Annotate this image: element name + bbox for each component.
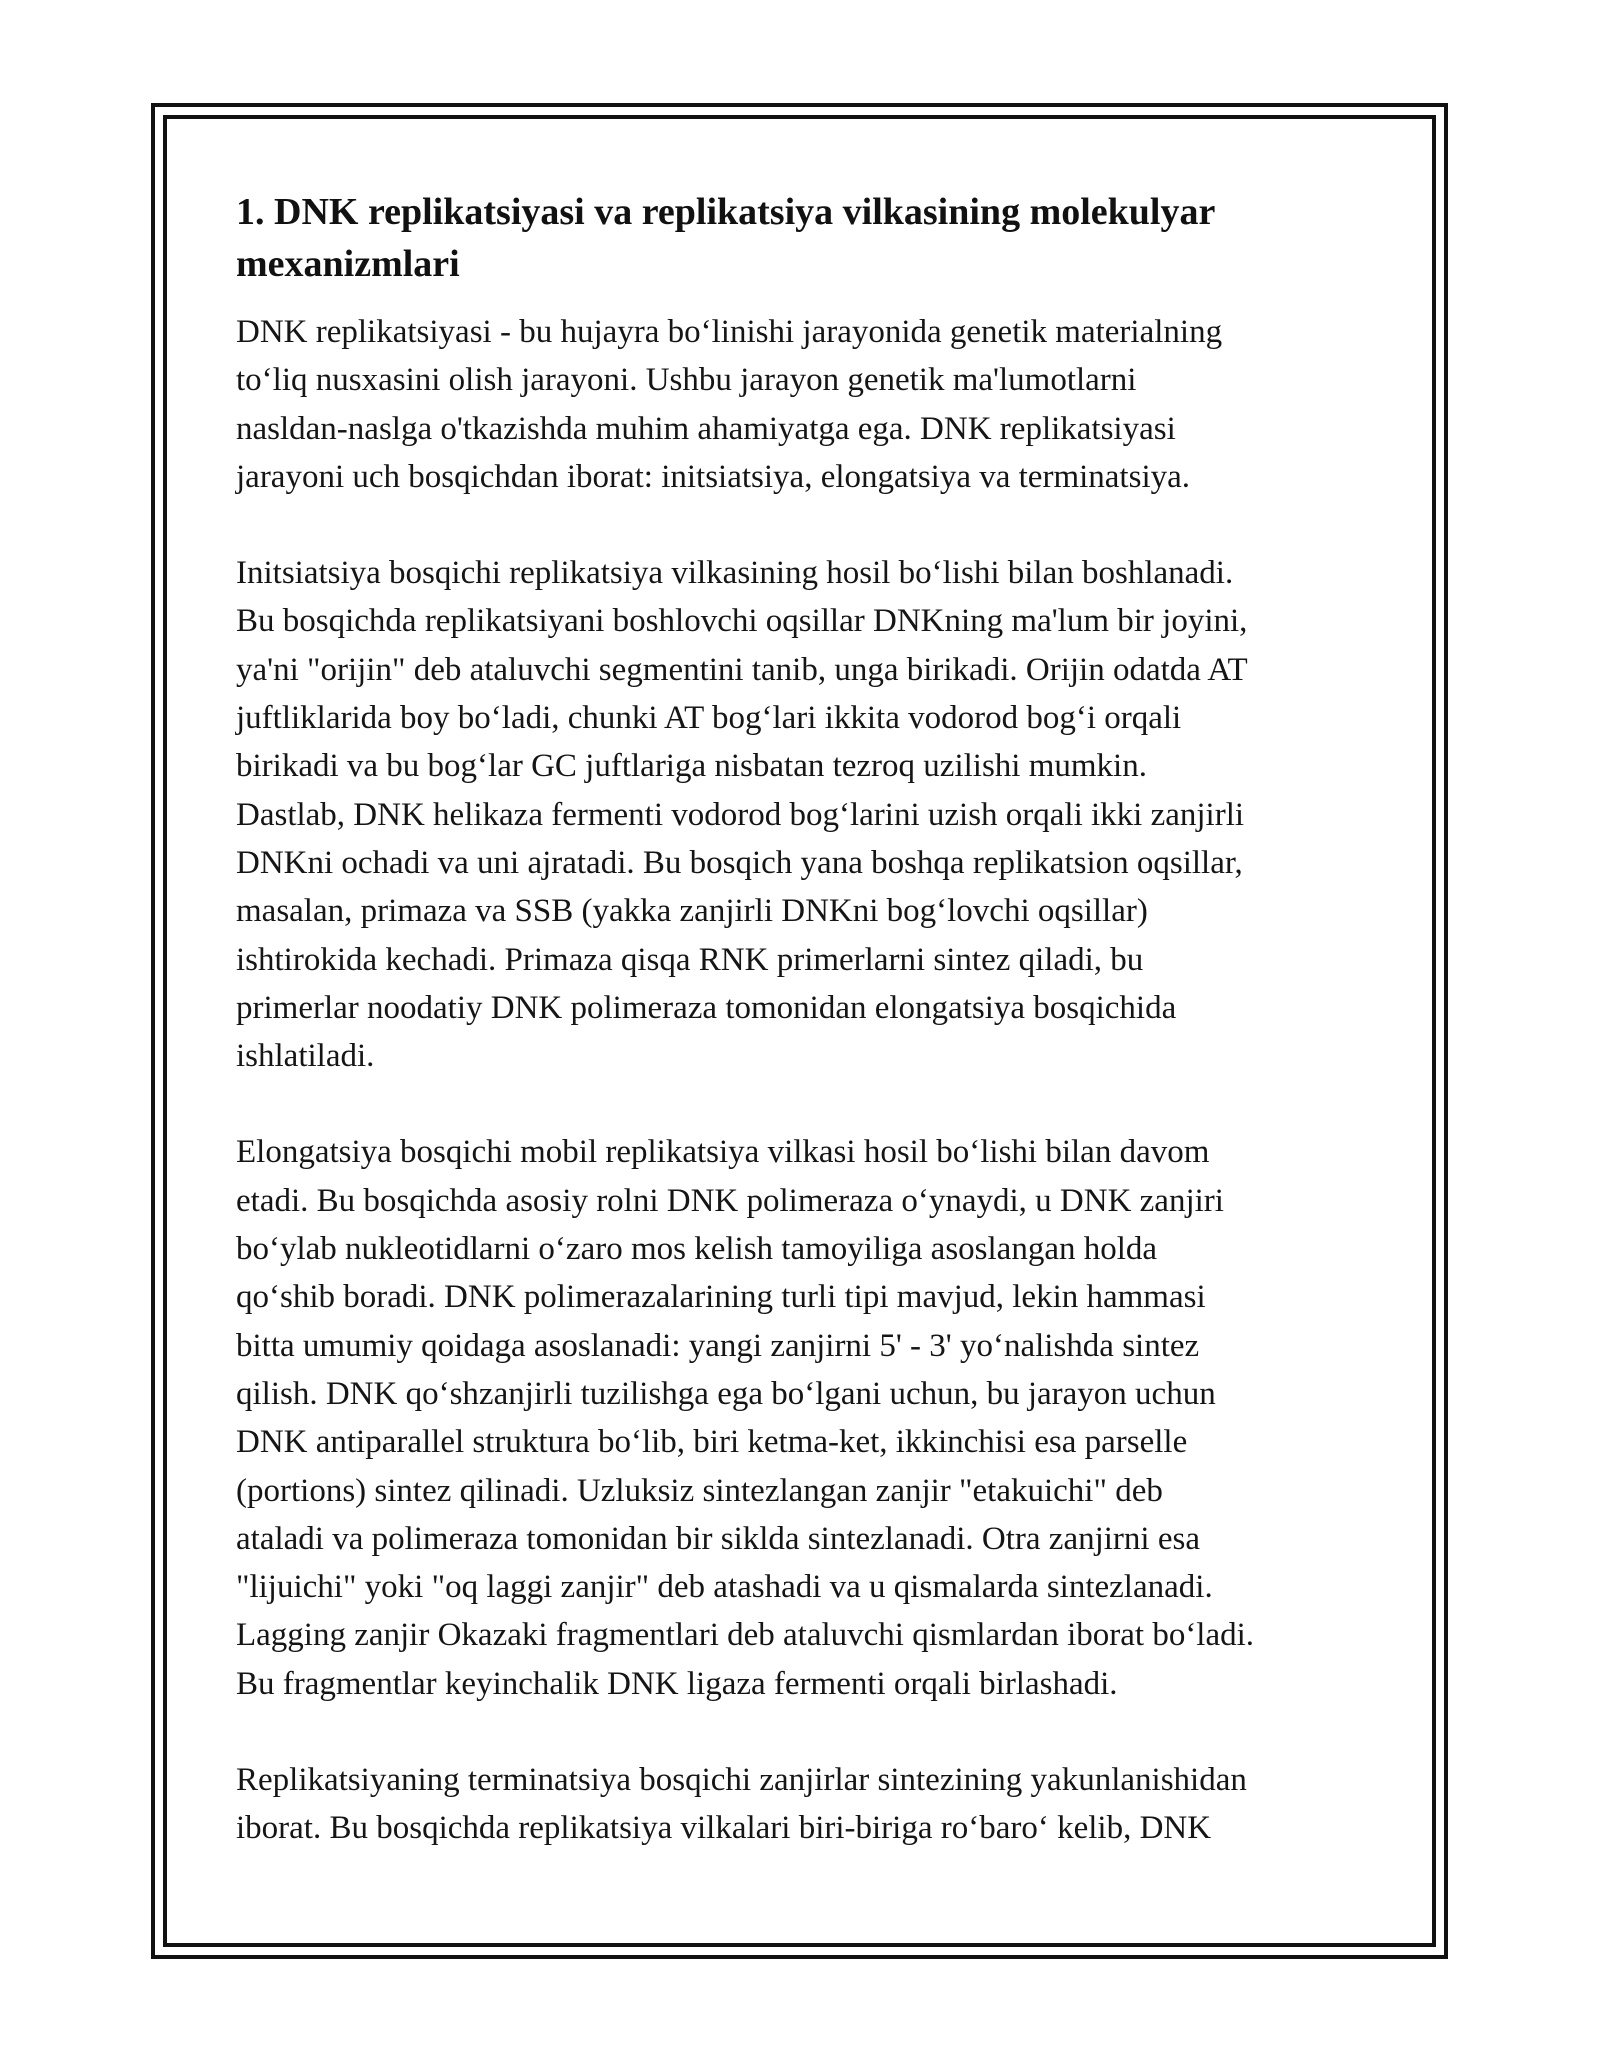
text-line: ishtirokida kechadi. Primaza qisqa RNK primerlarni sintez qiladi, bu bbox=[236, 941, 1144, 978]
paragraph-intro bbox=[236, 308, 1376, 501]
paragraph-termination bbox=[236, 1756, 1376, 1853]
text-line: etadi. Bu bosqichda asosiy rolni DNK polimeraza o‘ynaydi, u DNK zanjiri bbox=[236, 1182, 1224, 1219]
text-line: DNK antiparallel struktura bo‘lib, biri ketma-ket, ikkinchisi esa parselle bbox=[236, 1424, 1188, 1461]
text-line: nasldan-naslga o'tkazishda muhim ahamiyatga ega. DNK replikatsiyasi bbox=[236, 410, 1176, 447]
text-line: bo‘ylab nukleotidlarni o‘zaro mos kelish tamoyiliga asoslangan holda bbox=[236, 1231, 1158, 1268]
text-line: birikadi va bu bog‘lar GC juftlariga nisbatan tezroq uzilishi mumkin. bbox=[236, 748, 1147, 785]
text-line: to‘liq nusxasini olish jarayoni. Ushbu jarayon genetik ma'lumotlarni bbox=[236, 362, 1137, 399]
text-line: masalan, primaza va SSB (yakka zanjirli DNKni bog‘lovchi oqsillar) bbox=[236, 893, 1148, 930]
text-line: primerlar noodatiy DNK polimeraza tomonidan elongatsiya bosqichida bbox=[236, 989, 1177, 1026]
text-line: Bu fragmentlar keyinchalik DNK ligaza fermenti orqali birlashadi. bbox=[236, 1665, 1118, 1702]
text-line: Replikatsiyaning terminatsiya bosqichi zanjirlar sintezining yakunlanishidan bbox=[236, 1762, 1247, 1799]
text-line: Dastlab, DNK helikaza fermenti vodorod bog‘larini uzish orqali ikki zanjirli bbox=[236, 796, 1245, 833]
text-line: jarayoni uch bosqichdan iborat: initsiatsiya, elongatsiya va terminatsiya. bbox=[236, 458, 1191, 495]
text-line: qilish. DNK qo‘shzanjirli tuzilishga ega bo‘lgani uchun, bu jarayon uchun bbox=[236, 1375, 1216, 1412]
text-line: DNK replikatsiyasi - bu hujayra bo‘linishi jarayonida genetik materialning bbox=[236, 314, 1223, 350]
text-line: ya'ni "orijin" deb ataluvchi segmentini tanib, unga birikadi. Orijin odatda AT bbox=[236, 651, 1248, 688]
text-line: Lagging zanjir Okazaki fragmentlari deb ataluvchi qismlardan iborat bo‘ladi. bbox=[236, 1617, 1255, 1654]
text-line: (portions) sintez qilinadi. Uzluksiz sintezlangan zanjir "etakuichi" deb bbox=[236, 1472, 1163, 1509]
text-line: ataladi va polimeraza tomonidan bir siklda sintezlanadi. Otra zanjirni esa bbox=[236, 1520, 1200, 1557]
text-line: Initsiatsiya bosqichi replikatsiya vilkasining hosil bo‘lishi bilan boshlanadi. bbox=[236, 555, 1234, 592]
document-body bbox=[236, 186, 1376, 1901]
heading-line: mexanizmlari bbox=[236, 243, 460, 285]
text-line: Bu bosqichda replikatsiyani boshlovchi oqsillar DNKning ma'lum bir joyini, bbox=[236, 603, 1248, 640]
text-line: bitta umumiy qoidaga asoslanadi: yangi zanjirni 5' - 3' yo‘nalishda sintez bbox=[236, 1327, 1200, 1364]
text-line: Elongatsiya bosqichi mobil replikatsiya vilkasi hosil bo‘lishi bilan davom bbox=[236, 1134, 1210, 1171]
paragraph-initiation bbox=[236, 549, 1376, 1080]
heading-line: 1. DNK replikatsiyasi va replikatsiya vilkasining molekulyar bbox=[236, 191, 1216, 233]
text-line: iborat. Bu bosqichda replikatsiya vilkalari biri-biriga ro‘baro‘ kelib, DNK bbox=[236, 1810, 1212, 1847]
paragraph-elongation bbox=[236, 1128, 1376, 1708]
text-line: juftliklarida boy bo‘ladi, chunki AT bog‘lari ikkita vodorod bog‘i orqali bbox=[236, 700, 1182, 737]
text-line: qo‘shib boradi. DNK polimerazalarining turli tipi mavjud, lekin hammasi bbox=[236, 1279, 1206, 1316]
text-line: ishlatiladi. bbox=[236, 1038, 375, 1075]
text-line: "lijuichi" yoki "oq laggi zanjir" deb atashadi va u qismalarda sintezlanadi. bbox=[236, 1569, 1213, 1606]
text-line: DNKni ochadi va uni ajratadi. Bu bosqich yana boshqa replikatsion oqsillar, bbox=[236, 844, 1243, 881]
section-heading bbox=[236, 186, 1376, 290]
